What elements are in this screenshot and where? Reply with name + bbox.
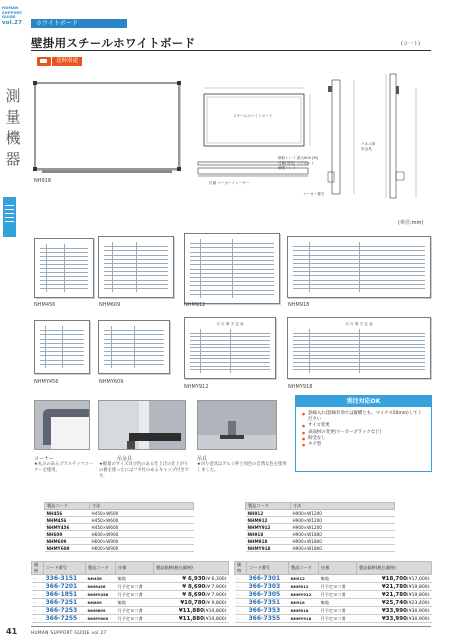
custom-order-item: ● 罫線入れ(罫線有効では縦横とも、マイナス50mm)してください [302, 411, 426, 423]
table-header: 製品コード [289, 562, 319, 575]
table-row [32, 575, 229, 583]
table-header: コード番号 [247, 562, 289, 575]
table-row [235, 575, 432, 583]
table-cell: – [32, 607, 44, 615]
custom-order-box [295, 395, 432, 472]
table-cell: – [235, 583, 247, 591]
table-cell: H600×W900 [90, 545, 194, 552]
caption-nh918: NH918 [34, 178, 52, 184]
table-header: 製品価格(税込価格) [357, 562, 432, 575]
table-cell: 366-7253 [44, 607, 86, 615]
schedule-grid [293, 329, 425, 373]
price-value: ¥18,700 [381, 575, 407, 582]
table-cell: 366-7355 [247, 615, 289, 623]
price-cell [154, 575, 229, 583]
table-cell: 月予定ヨコ書 [116, 591, 154, 599]
table-header: 製品価格(税込価格) [154, 562, 229, 575]
table-row [45, 545, 194, 552]
caption-nhmy456: NHMY456 [34, 379, 59, 385]
whiteboard-nhm609 [98, 236, 174, 298]
corner-cap [177, 81, 181, 85]
table-cell: NH609 [45, 531, 90, 538]
table-cell: H600×W900 [90, 531, 194, 538]
schedule-grid [104, 326, 164, 368]
table-cell: 月予定ヨコ書 [319, 615, 357, 623]
category-char: 機 [5, 129, 21, 147]
table-cell: 無地 [319, 575, 357, 583]
grid-col-line [200, 329, 201, 373]
table-cell: NH912 [246, 510, 291, 517]
caption-nhm609: NHM609 [99, 302, 121, 308]
table-row [235, 591, 432, 599]
whiteboard-nhm912 [184, 233, 280, 304]
price-pretax: (¥19,800) [406, 592, 430, 598]
table-cell: 月予定ヨコ書 [319, 607, 357, 615]
table-cell: NHMY609 [45, 545, 90, 552]
table-cell: NHMY456 [86, 591, 116, 599]
table-row [246, 510, 395, 517]
price-value: ¥21,780 [381, 583, 407, 590]
price-cell [154, 599, 229, 607]
page-title: 壁掛用スチールホワイトボード [31, 36, 196, 50]
grid-col-line [45, 326, 46, 368]
price-pretax: (¥ 9,800) [205, 600, 227, 606]
price-cell [357, 599, 432, 607]
table-row [45, 510, 194, 517]
table-cell: H450×W600 [90, 510, 194, 517]
table-cell: NHM609 [86, 607, 116, 615]
custom-order-list [296, 407, 431, 448]
side-tab [0, 0, 26, 644]
grid-col-line [112, 242, 113, 292]
table-cell: NHM609 [45, 538, 90, 545]
table-cell: 336-3151 [44, 575, 86, 583]
price-pretax: (¥30,900) [406, 608, 430, 614]
price-cell [357, 575, 432, 583]
price-cell [357, 591, 432, 599]
category-char: 測 [5, 87, 21, 105]
table-cell: NH456 [45, 510, 90, 517]
grid-col-line [309, 242, 310, 292]
size-table-right [245, 502, 395, 552]
caption-nhmy918: NHMY918 [288, 384, 313, 390]
table-cell: – [32, 583, 44, 591]
title-code-note: (コ一ト) [401, 41, 420, 47]
photo-desc: ★吊り金具はアルミ枠と同色の自然な色を使用しました。 [197, 462, 287, 473]
photo-desc: ★丸みのあるプラスチックコーナーを使用。 [34, 462, 94, 473]
grid-col-line [200, 239, 201, 298]
price-cell [154, 615, 229, 623]
table-cell: 366-7251 [44, 599, 86, 607]
table-cell: NHMY456 [45, 524, 90, 531]
price-cell [154, 591, 229, 599]
custom-order-item: ● サイズ変更 [302, 423, 426, 429]
shipping-badge-label: 送料別途 [52, 57, 82, 66]
grid-col-line [136, 242, 137, 292]
brand-vertical [2, 6, 24, 27]
table-cell: H900×W1200 [291, 517, 395, 524]
table-row [32, 607, 229, 615]
price-pretax: (¥ 6,300) [205, 576, 227, 582]
whiteboard-photo-large [34, 82, 180, 170]
side-index-lines [5, 205, 14, 225]
drawing-label: 溝型トレイ [278, 166, 296, 170]
custom-order-item: ● 粉受なし [302, 436, 426, 442]
table-cell: NHM456 [86, 583, 116, 591]
corner-cap [177, 167, 181, 171]
brand-line: SUPPORT [2, 10, 23, 15]
size-table-left [44, 502, 194, 552]
photo-label: コーナー [34, 456, 55, 462]
caption-nhm456: NHM456 [34, 302, 56, 308]
whiteboard-nhm918 [287, 236, 431, 298]
table-row [45, 524, 194, 531]
table-row [246, 524, 395, 531]
table-cell: – [32, 591, 44, 599]
table-cell: NHM456 [45, 517, 90, 524]
caption-nhmy912: NHMY912 [184, 384, 209, 390]
category-char: 器 [5, 150, 21, 168]
table-cell: 366-7255 [44, 615, 86, 623]
whiteboard-nhmy912 [184, 317, 276, 379]
truck-icon [37, 57, 51, 66]
corner-detail-illustration [35, 401, 90, 450]
drawing-label: 付属 マーカーイレーサー [209, 181, 250, 185]
caption-nhm918: NHM918 [288, 302, 310, 308]
caption-nhm912: NHM912 [184, 302, 206, 308]
table-cell: NHM918 [289, 607, 319, 615]
photo-desc: ★軽量のサイズ及び色のある仕上げの仕上がりの板を使ったにはフタ付のあるキャップ付きです。 [99, 462, 189, 479]
table-header: 仕様 [319, 562, 357, 575]
grid-col-line [309, 329, 310, 373]
board-heading: 月 行 事 予 定 表 [345, 322, 373, 326]
table-cell: H900×W1800 [291, 531, 395, 538]
custom-order-heading: 別注対応OK [296, 396, 431, 407]
grid-col-line [359, 329, 360, 373]
grid-col-line [62, 326, 63, 368]
grid-col-line [359, 242, 360, 292]
table-row [45, 538, 194, 545]
table-cell: – [32, 599, 44, 607]
table-cell: – [235, 615, 247, 623]
table-row [235, 607, 432, 615]
units-note: (単位:mm) [398, 220, 424, 226]
price-pretax: (¥17,000) [406, 576, 430, 582]
schedule-grid [104, 242, 168, 292]
price-value: ¥11,880 [178, 615, 204, 622]
price-value: ¥ 8,690 [182, 591, 206, 598]
table-cell: NHMY912 [246, 524, 291, 531]
grid-col-line [111, 326, 112, 368]
table-row [246, 545, 395, 552]
table-cell: H900×W1200 [291, 524, 395, 531]
table-header: 製品コード [246, 503, 291, 510]
table-cell: NH912 [289, 575, 319, 583]
table-cell: H900×W1200 [291, 510, 395, 517]
table-cell: 月予定ヨコ書 [116, 607, 154, 615]
table-cell: 無地 [116, 599, 154, 607]
table-cell: NH456 [86, 575, 116, 583]
category-bar: ホワイトボード [31, 19, 127, 28]
table-cell: NH609 [86, 599, 116, 607]
table-row [235, 615, 432, 623]
table-cell: – [235, 575, 247, 583]
price-value: ¥33,990 [381, 607, 407, 614]
table-cell: H900×W1800 [291, 545, 395, 552]
drawing-label: 付属(別売) マグネット [278, 161, 315, 165]
table-row [235, 599, 432, 607]
brand-line: HUMAN [2, 6, 19, 10]
custom-order-item: ● タテ型 [302, 442, 426, 448]
whiteboard-nhmy609 [98, 320, 170, 374]
table-cell: NH918 [289, 599, 319, 607]
drawing-label: スチールホワイトボード [233, 114, 273, 118]
price-pretax: (¥ 7,900) [205, 584, 227, 590]
custom-order-item: ● 表面材の変更(マーカーブラックなど) [302, 430, 426, 436]
corner-cap [33, 81, 37, 85]
corner-cap [33, 167, 37, 171]
price-table-left [31, 561, 229, 623]
table-cell: 366-7303 [247, 583, 289, 591]
price-pretax: (¥10,800) [203, 608, 227, 614]
table-row [246, 531, 395, 538]
table-row [246, 517, 395, 524]
grid-col-line [230, 329, 231, 373]
price-cell [154, 583, 229, 591]
table-cell: – [235, 607, 247, 615]
price-value: ¥33,990 [381, 615, 407, 622]
hanger-detail-illustration [99, 401, 186, 450]
table-cell: NHMY918 [289, 615, 319, 623]
table-cell: 366-7351 [247, 599, 289, 607]
price-value: ¥11,880 [178, 607, 204, 614]
table-cell: – [235, 599, 247, 607]
table-row [32, 591, 229, 599]
schedule-grid [190, 329, 270, 373]
table-header: 製品コード [86, 562, 116, 575]
drawing-label: 吊金具 [361, 147, 372, 151]
price-table-right [234, 561, 432, 623]
page-number: 41 [6, 627, 18, 636]
table-header: 寸法 [90, 503, 194, 510]
table-cell: H450×W600 [90, 517, 194, 524]
table-cell: 無地 [116, 575, 154, 583]
price-value: ¥ 6,930 [182, 575, 206, 582]
board-heading: 月 行 事 予 定 表 [216, 322, 244, 326]
photo-label: 吊金具 [117, 456, 133, 462]
photo-corner [34, 400, 90, 450]
table-row [32, 599, 229, 607]
table-row [32, 615, 229, 623]
table-cell: 月予定ヨコ書 [116, 583, 154, 591]
table-cell: 月予定ヨコ書 [319, 583, 357, 591]
table-cell: – [235, 591, 247, 599]
mount-detail-illustration [198, 401, 277, 450]
table-cell: H600×W900 [90, 538, 194, 545]
price-cell [357, 583, 432, 591]
drawing-label: マーカー置き [303, 192, 325, 196]
price-value: ¥21,780 [381, 591, 407, 598]
price-pretax: (¥19,800) [406, 584, 430, 590]
whiteboard-nhmy918 [287, 317, 431, 379]
caption-nhmy609: NHMY609 [99, 379, 124, 385]
table-header: コード番号 [44, 562, 86, 575]
whiteboard-nhm456 [34, 238, 94, 298]
drawing-label: パネル厚 [361, 142, 376, 146]
table-cell: NHM918 [246, 538, 291, 545]
price-cell [357, 607, 432, 615]
table-row [235, 583, 432, 591]
table-header: 製品コード [45, 503, 90, 510]
table-cell: NHM912 [289, 583, 319, 591]
shipping-badge [37, 57, 82, 66]
table-cell: 月予定ヨコ書 [116, 615, 154, 623]
price-pretax: (¥23,400) [406, 600, 430, 606]
table-cell: H900×W1800 [291, 538, 395, 545]
table-row [32, 583, 229, 591]
schedule-grid [293, 242, 425, 292]
table-cell: 366-1851 [44, 591, 86, 599]
price-pretax: (¥ 7,900) [205, 592, 227, 598]
table-cell: NHMY609 [86, 615, 116, 623]
table-cell: NHMY918 [246, 545, 291, 552]
price-value: ¥10,780 [180, 599, 206, 606]
footer-text: HUMAN SUPPORT GUIDE vol.27 [31, 630, 107, 635]
brand-vol: vol.27 [2, 19, 23, 26]
table-cell: – [32, 575, 44, 583]
table-row [246, 538, 395, 545]
category-char: 量 [5, 108, 21, 126]
photo-label: 吊具 [197, 456, 208, 462]
price-cell [154, 607, 229, 615]
table-row [45, 517, 194, 524]
price-value: ¥ 8,690 [182, 583, 206, 590]
table-cell: 無地 [319, 599, 357, 607]
table-cell: NH918 [246, 531, 291, 538]
table-cell: 366-7201 [44, 583, 86, 591]
grid-col-line [46, 244, 47, 292]
grid-col-line [232, 239, 233, 298]
grid-col-line [64, 244, 65, 292]
table-header: 価格 [32, 562, 44, 575]
table-header: 寸法 [291, 503, 395, 510]
grid-col-line [134, 326, 135, 368]
schedule-grid [40, 244, 88, 292]
table-cell: 366-7305 [247, 591, 289, 599]
table-cell: 366-7353 [247, 607, 289, 615]
table-cell: 月予定ヨコ書 [319, 591, 357, 599]
table-row [45, 531, 194, 538]
whiteboard-nhmy456 [34, 320, 90, 374]
price-cell [357, 615, 432, 623]
photo-hanger [98, 400, 186, 450]
title-rule [31, 50, 431, 51]
drawing-label: 横貼トレイ 最大600 [M] [278, 156, 319, 160]
schedule-grid [40, 326, 84, 368]
photo-mount [197, 400, 277, 450]
price-pretax: (¥10,800) [203, 616, 227, 622]
vertical-category [4, 86, 22, 170]
brand-line: GUIDE [2, 15, 16, 20]
table-cell: – [32, 615, 44, 623]
table-cell: NHM912 [246, 517, 291, 524]
table-header: 仕様 [116, 562, 154, 575]
schedule-grid [190, 239, 274, 298]
footer-rule [31, 626, 431, 627]
table-cell: 366-7301 [247, 575, 289, 583]
price-value: ¥25,740 [381, 599, 407, 606]
table-cell: NHMY912 [289, 591, 319, 599]
table-header: 価格 [235, 562, 247, 575]
table-cell: H450×W600 [90, 524, 194, 531]
price-pretax: (¥30,900) [406, 616, 430, 622]
